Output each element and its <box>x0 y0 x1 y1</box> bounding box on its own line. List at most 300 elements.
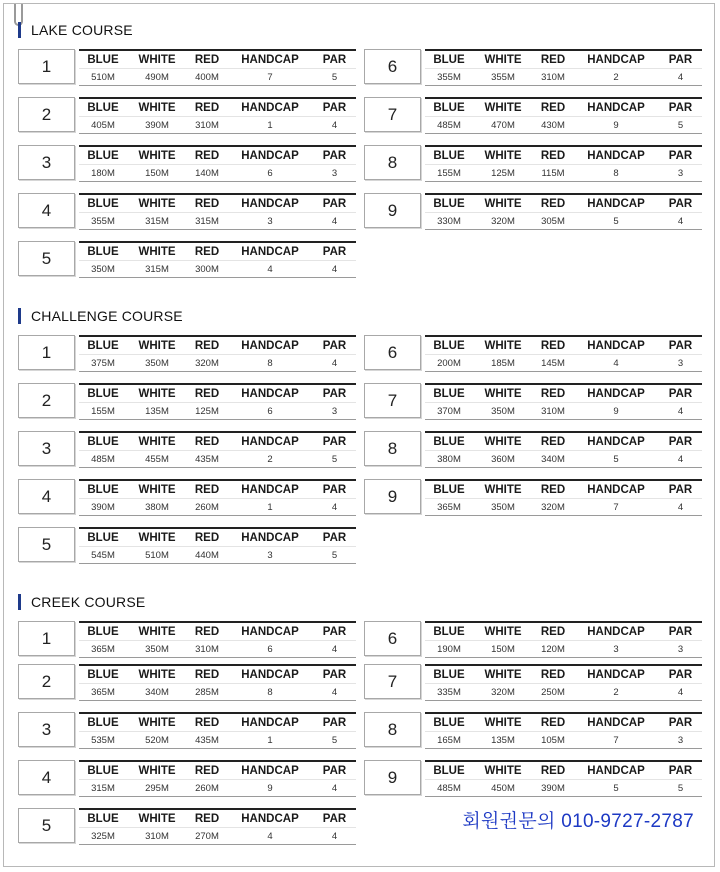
white-column <box>475 195 531 230</box>
par-header: PAR <box>668 340 693 352</box>
red-value: 310M <box>195 120 219 131</box>
red-value: 435M <box>195 454 219 465</box>
white-column <box>475 666 531 701</box>
handicap-column <box>575 666 657 701</box>
hole-row <box>18 145 356 182</box>
red-header: RED <box>540 54 566 66</box>
hole-row <box>18 241 356 278</box>
par-value: 3 <box>331 406 338 417</box>
blue-header: BLUE <box>433 717 465 729</box>
hole-stats-table <box>79 49 356 86</box>
white-header: WHITE <box>138 765 176 777</box>
hole-number: 4 <box>18 479 75 514</box>
hole-stats-table <box>425 760 702 797</box>
handicap-value: 9 <box>267 783 273 794</box>
par-value: 4 <box>677 406 684 417</box>
blue-value: 380M <box>437 454 461 465</box>
red-column <box>187 385 227 420</box>
blue-header: BLUE <box>433 765 465 777</box>
hole-row <box>364 760 702 797</box>
red-column <box>187 481 227 516</box>
blue-header: BLUE <box>433 54 465 66</box>
hole-row <box>364 193 702 230</box>
blue-column <box>425 623 473 658</box>
par-header: PAR <box>322 102 347 114</box>
blue-value: 200M <box>437 358 461 369</box>
blue-header: BLUE <box>433 484 465 496</box>
par-column <box>313 195 356 230</box>
hole-row <box>18 664 356 701</box>
white-header: WHITE <box>138 150 176 162</box>
red-column <box>187 623 227 658</box>
white-value: 150M <box>145 168 169 179</box>
handicap-value: 9 <box>613 120 619 131</box>
hole-stats-table <box>79 335 356 372</box>
handicap-value: 1 <box>267 120 273 131</box>
par-header: PAR <box>322 246 347 258</box>
par-value: 4 <box>331 120 338 131</box>
red-column <box>187 147 227 182</box>
handicap-value: 8 <box>267 358 273 369</box>
handicap-header: HANDCAP <box>587 388 645 400</box>
red-value: 285M <box>195 687 219 698</box>
par-column <box>313 99 356 134</box>
white-header: WHITE <box>138 54 176 66</box>
handicap-column <box>229 623 311 658</box>
handicap-header: HANDCAP <box>241 198 299 210</box>
hole-row <box>18 527 356 564</box>
handicap-column <box>229 529 311 564</box>
white-header: WHITE <box>138 813 176 825</box>
par-value: 5 <box>677 120 684 131</box>
white-column <box>129 810 185 845</box>
hole-row <box>364 145 702 182</box>
course-title <box>18 594 145 610</box>
par-column <box>313 529 356 564</box>
red-column <box>533 195 573 230</box>
white-column <box>129 195 185 230</box>
handicap-column <box>575 481 657 516</box>
red-column <box>187 714 227 749</box>
handicap-value: 3 <box>267 216 273 227</box>
handicap-value: 4 <box>267 264 273 275</box>
par-header: PAR <box>668 54 693 66</box>
hole-number: 6 <box>364 621 421 656</box>
hole-stats-table <box>79 712 356 749</box>
white-value: 350M <box>145 644 169 655</box>
white-column <box>129 337 185 372</box>
blue-header: BLUE <box>87 198 119 210</box>
par-value: 4 <box>677 216 684 227</box>
red-value: 310M <box>195 644 219 655</box>
red-value: 315M <box>195 216 219 227</box>
red-value: 320M <box>541 502 565 513</box>
par-value: 5 <box>331 72 338 83</box>
handicap-header: HANDCAP <box>241 765 299 777</box>
red-column <box>187 51 227 86</box>
hole-stats-table <box>79 479 356 516</box>
blue-column <box>79 147 127 182</box>
red-value: 440M <box>195 550 219 561</box>
white-header: WHITE <box>484 54 522 66</box>
hole-stats-table <box>425 712 702 749</box>
blue-header: BLUE <box>87 626 119 638</box>
white-column <box>475 481 531 516</box>
white-value: 320M <box>491 687 515 698</box>
blue-column <box>79 195 127 230</box>
red-header: RED <box>540 765 566 777</box>
white-column <box>129 481 185 516</box>
hole-number: 6 <box>364 335 421 370</box>
white-value: 315M <box>145 216 169 227</box>
par-column <box>659 481 702 516</box>
red-header: RED <box>194 717 220 729</box>
white-column <box>129 99 185 134</box>
red-value: 260M <box>195 783 219 794</box>
red-header: RED <box>194 765 220 777</box>
handicap-header: HANDCAP <box>587 102 645 114</box>
handicap-column <box>575 99 657 134</box>
handicap-header: HANDCAP <box>587 484 645 496</box>
white-column <box>129 714 185 749</box>
handicap-header: HANDCAP <box>241 813 299 825</box>
handicap-header: HANDCAP <box>587 198 645 210</box>
handicap-header: HANDCAP <box>587 717 645 729</box>
hole-stats-table <box>425 49 702 86</box>
white-column <box>475 51 531 86</box>
white-value: 455M <box>145 454 169 465</box>
blue-column <box>79 51 127 86</box>
handicap-value: 6 <box>267 168 273 179</box>
red-header: RED <box>540 150 566 162</box>
handicap-column <box>575 623 657 658</box>
par-header: PAR <box>668 626 693 638</box>
handicap-value: 6 <box>267 644 273 655</box>
blue-value: 370M <box>437 406 461 417</box>
handicap-column <box>229 433 311 468</box>
red-header: RED <box>540 340 566 352</box>
blue-value: 180M <box>91 168 115 179</box>
par-header: PAR <box>668 388 693 400</box>
par-value: 4 <box>331 831 338 842</box>
red-header: RED <box>540 484 566 496</box>
white-value: 520M <box>145 735 169 746</box>
par-value: 5 <box>331 550 338 561</box>
par-column <box>659 623 702 658</box>
red-value: 435M <box>195 735 219 746</box>
handicap-header: HANDCAP <box>241 54 299 66</box>
par-value: 4 <box>331 687 338 698</box>
blue-column <box>79 714 127 749</box>
red-header: RED <box>540 436 566 448</box>
par-value: 3 <box>677 168 684 179</box>
hole-number: 7 <box>364 383 421 418</box>
white-header: WHITE <box>138 198 176 210</box>
red-header: RED <box>540 102 566 114</box>
par-header: PAR <box>668 198 693 210</box>
handicap-column <box>575 762 657 797</box>
handicap-value: 2 <box>613 72 619 83</box>
handicap-value: 5 <box>613 783 619 794</box>
white-header: WHITE <box>484 198 522 210</box>
white-value: 135M <box>491 735 515 746</box>
red-value: 310M <box>541 406 565 417</box>
red-header: RED <box>194 626 220 638</box>
blue-value: 535M <box>91 735 115 746</box>
par-column <box>313 385 356 420</box>
red-header: RED <box>194 198 220 210</box>
handicap-header: HANDCAP <box>241 340 299 352</box>
white-value: 360M <box>491 454 515 465</box>
hole-row <box>364 621 702 658</box>
blue-value: 545M <box>91 550 115 561</box>
red-value: 310M <box>541 72 565 83</box>
blue-header: BLUE <box>87 102 119 114</box>
red-header: RED <box>194 246 220 258</box>
par-value: 4 <box>677 502 684 513</box>
blue-column <box>425 762 473 797</box>
blue-value: 485M <box>437 120 461 131</box>
hole-stats-table <box>425 479 702 516</box>
red-column <box>533 147 573 182</box>
handicap-column <box>229 762 311 797</box>
white-header: WHITE <box>138 626 176 638</box>
par-column <box>659 433 702 468</box>
red-column <box>187 243 227 278</box>
red-header: RED <box>194 532 220 544</box>
hole-row <box>364 49 702 86</box>
par-column <box>313 810 356 845</box>
handicap-column <box>575 195 657 230</box>
red-column <box>533 99 573 134</box>
red-column <box>533 762 573 797</box>
red-header: RED <box>540 669 566 681</box>
white-header: WHITE <box>484 102 522 114</box>
white-value: 380M <box>145 502 169 513</box>
hole-row <box>18 431 356 468</box>
blue-value: 510M <box>91 72 115 83</box>
par-value: 4 <box>331 783 338 794</box>
red-value: 125M <box>195 406 219 417</box>
handicap-value: 3 <box>267 550 273 561</box>
hole-row <box>18 479 356 516</box>
par-header: PAR <box>668 150 693 162</box>
blue-column <box>425 433 473 468</box>
hole-number: 5 <box>18 241 75 276</box>
hole-row <box>364 479 702 516</box>
red-column <box>533 51 573 86</box>
hole-row <box>364 664 702 701</box>
par-header: PAR <box>668 669 693 681</box>
handicap-header: HANDCAP <box>241 484 299 496</box>
hole-stats-table <box>79 145 356 182</box>
hole-number: 1 <box>18 621 75 656</box>
white-value: 185M <box>491 358 515 369</box>
par-header: PAR <box>322 765 347 777</box>
white-value: 350M <box>491 502 515 513</box>
hole-row <box>364 431 702 468</box>
blue-header: BLUE <box>433 669 465 681</box>
blue-value: 365M <box>437 502 461 513</box>
hole-row <box>18 193 356 230</box>
par-header: PAR <box>322 813 347 825</box>
white-column <box>129 433 185 468</box>
white-header: WHITE <box>138 484 176 496</box>
hole-number: 2 <box>18 664 75 699</box>
blue-value: 155M <box>91 406 115 417</box>
white-column <box>129 529 185 564</box>
blue-header: BLUE <box>433 340 465 352</box>
blue-column <box>425 147 473 182</box>
handicap-header: HANDCAP <box>241 669 299 681</box>
handicap-value: 2 <box>613 687 619 698</box>
blue-value: 485M <box>437 783 461 794</box>
par-header: PAR <box>668 484 693 496</box>
red-header: RED <box>540 717 566 729</box>
handicap-value: 5 <box>613 216 619 227</box>
handicap-header: HANDCAP <box>241 388 299 400</box>
red-column <box>533 385 573 420</box>
white-header: WHITE <box>484 150 522 162</box>
white-column <box>129 385 185 420</box>
blue-column <box>79 433 127 468</box>
blue-value: 355M <box>437 72 461 83</box>
white-column <box>475 99 531 134</box>
blue-header: BLUE <box>87 669 119 681</box>
blue-column <box>425 337 473 372</box>
blue-value: 325M <box>91 831 115 842</box>
blue-value: 375M <box>91 358 115 369</box>
blue-value: 315M <box>91 783 115 794</box>
white-header: WHITE <box>138 669 176 681</box>
par-column <box>313 147 356 182</box>
white-column <box>475 714 531 749</box>
hole-row <box>364 712 702 749</box>
blue-header: BLUE <box>433 388 465 400</box>
handicap-value: 4 <box>613 358 619 369</box>
hole-stats-table <box>79 664 356 701</box>
white-value: 135M <box>145 406 169 417</box>
handicap-column <box>575 714 657 749</box>
hole-row <box>18 808 356 845</box>
par-column <box>659 99 702 134</box>
blue-column <box>79 337 127 372</box>
par-value: 4 <box>677 454 684 465</box>
white-value: 150M <box>491 644 515 655</box>
handicap-header: HANDCAP <box>241 436 299 448</box>
white-value: 355M <box>491 72 515 83</box>
handicap-header: HANDCAP <box>241 717 299 729</box>
hole-number: 1 <box>18 335 75 370</box>
handicap-column <box>575 147 657 182</box>
white-value: 315M <box>145 264 169 275</box>
handicap-header: HANDCAP <box>587 150 645 162</box>
blue-value: 190M <box>437 644 461 655</box>
blue-value: 365M <box>91 644 115 655</box>
par-header: PAR <box>322 54 347 66</box>
red-column <box>187 666 227 701</box>
handicap-column <box>229 195 311 230</box>
white-header: WHITE <box>484 717 522 729</box>
handicap-value: 5 <box>613 454 619 465</box>
hole-number: 3 <box>18 145 75 180</box>
par-column <box>313 762 356 797</box>
handicap-header: HANDCAP <box>587 340 645 352</box>
par-value: 3 <box>677 644 684 655</box>
handicap-column <box>229 810 311 845</box>
hole-stats-table <box>425 97 702 134</box>
par-value: 5 <box>331 454 338 465</box>
hole-number: 7 <box>364 97 421 132</box>
blue-header: BLUE <box>87 484 119 496</box>
handicap-header: HANDCAP <box>587 626 645 638</box>
white-header: WHITE <box>484 626 522 638</box>
white-column <box>475 147 531 182</box>
blue-header: BLUE <box>87 246 119 258</box>
title-accent-bar <box>18 308 21 324</box>
par-header: PAR <box>322 198 347 210</box>
hole-number: 2 <box>18 383 75 418</box>
hole-stats-table <box>79 97 356 134</box>
par-value: 4 <box>677 687 684 698</box>
red-header: RED <box>194 436 220 448</box>
hole-number: 7 <box>364 664 421 699</box>
course-title <box>18 22 133 38</box>
par-column <box>659 762 702 797</box>
handicap-column <box>229 385 311 420</box>
white-value: 310M <box>145 831 169 842</box>
handicap-value: 8 <box>267 687 273 698</box>
hole-row <box>364 97 702 134</box>
red-value: 320M <box>195 358 219 369</box>
handicap-column <box>575 51 657 86</box>
hole-number: 5 <box>18 808 75 843</box>
handicap-header: HANDCAP <box>241 532 299 544</box>
handicap-column <box>229 481 311 516</box>
course-title-text: LAKE COURSE <box>31 22 133 38</box>
blue-column <box>425 195 473 230</box>
blue-column <box>425 99 473 134</box>
blue-value: 355M <box>91 216 115 227</box>
par-header: PAR <box>668 765 693 777</box>
blue-column <box>79 99 127 134</box>
red-column <box>533 481 573 516</box>
hole-stats-table <box>79 431 356 468</box>
white-header: WHITE <box>484 388 522 400</box>
par-value: 5 <box>331 735 338 746</box>
blue-value: 405M <box>91 120 115 131</box>
white-header: WHITE <box>484 765 522 777</box>
white-column <box>475 385 531 420</box>
course-title-text: CREEK COURSE <box>31 594 146 610</box>
white-value: 350M <box>145 358 169 369</box>
hole-number: 5 <box>18 527 75 562</box>
blue-header: BLUE <box>433 626 465 638</box>
red-header: RED <box>194 388 220 400</box>
blue-value: 350M <box>91 264 115 275</box>
hole-number: 4 <box>18 193 75 228</box>
red-column <box>187 762 227 797</box>
hole-number: 3 <box>18 712 75 747</box>
blue-header: BLUE <box>87 813 119 825</box>
red-column <box>187 433 227 468</box>
white-header: WHITE <box>138 340 176 352</box>
handicap-value: 1 <box>267 502 273 513</box>
handicap-value: 7 <box>267 72 273 83</box>
blue-header: BLUE <box>433 198 465 210</box>
white-column <box>129 666 185 701</box>
handicap-header: HANDCAP <box>241 150 299 162</box>
